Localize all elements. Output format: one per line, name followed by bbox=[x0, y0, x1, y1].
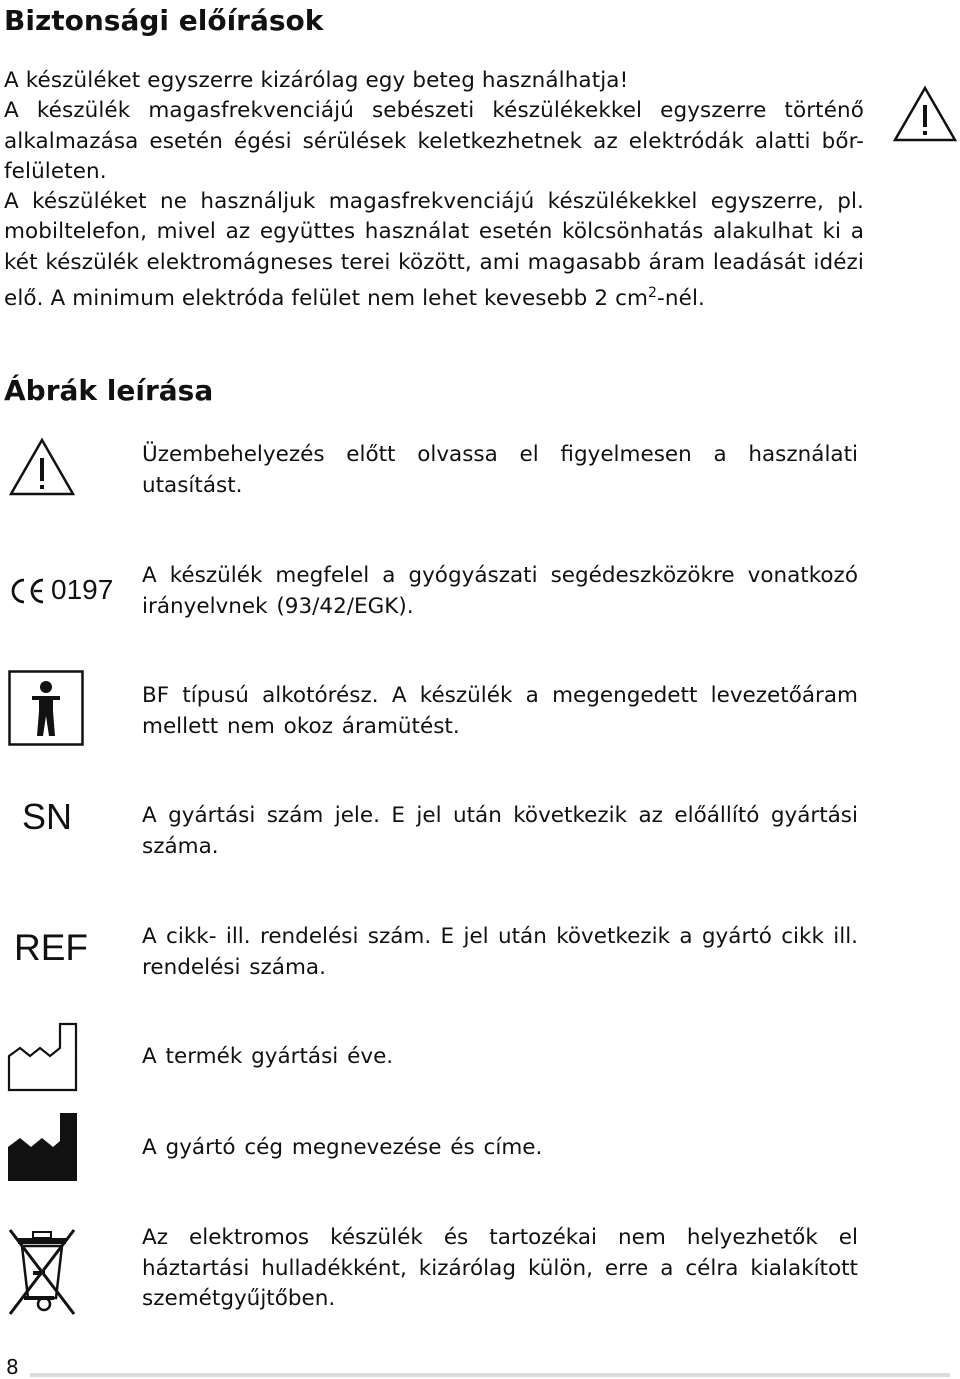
symbol-description-bf: BF típusú alkotórész. A készülék a megengedett levezetőáram mellett nem okoz áramütést. bbox=[142, 683, 858, 739]
symbol-description-weee: Az elektromos készülék és tartozékai nem helyezhetők el háztartási hulladékként, kizárólag külön, erre a célra kialakított szemétgyűjtőben. bbox=[142, 1225, 858, 1311]
safety-paragraph-3 bbox=[4, 187, 864, 314]
symbol-description-ref: A cikk- ill. rendelési szám. E jel után következik a gyártó cikk ill. rendelési száma. bbox=[142, 924, 858, 980]
section-title-safety: Biztonsági előírások bbox=[4, 4, 324, 37]
safety-paragraph-1: A készüléket egyszerre kizárólag egy beteg használhatja! bbox=[4, 68, 629, 93]
ce-letters-icon bbox=[8, 574, 48, 610]
reference-number-icon: REF bbox=[14, 927, 88, 968]
symbol-description-ce: A készülék megfelel a gyógyászati segédeszközökre vonatkozó irányelvnek (93/42/EGK). bbox=[142, 563, 858, 619]
ce-notified-body-number: 0197 bbox=[51, 574, 114, 605]
serial-number-icon: SN bbox=[22, 796, 73, 837]
page-number: 8 bbox=[6, 1355, 19, 1379]
symbol-description-manufacturer: A gyártó cég megnevezése és címe. bbox=[142, 1135, 543, 1160]
symbol-description-manufacture-date: A termék gyártási éve. bbox=[142, 1044, 394, 1069]
ce-mark-icon bbox=[8, 572, 118, 608]
manufacturer-icon bbox=[6, 1110, 78, 1182]
warning-triangle-icon bbox=[892, 85, 958, 143]
safety-paragraph-3-suffix: -nél. bbox=[657, 286, 705, 312]
safety-paragraph-2: A készülék magasfrekvenciájú sebészeti készülékekkel egyszerre történő alkalmazása esetén égési sérülések keletkezhetnek az elektródák alatti bőr-felületen. bbox=[4, 98, 864, 184]
weee-crossed-bin-icon bbox=[6, 1226, 78, 1318]
safety-paragraph-3-text: A készüléket ne használjuk magasfrekvenciájú készülékekkel egyszerre, pl. mobiltelefon, mivel az együttes használat esetén kölcsönhatás alakulhat ki a két készülék elektromágneses terei között, ami magasabb áram leadását idézi elő. A minimum elektróda felület nem lehet kevesebb 2 cm bbox=[4, 189, 864, 312]
symbol-description-warning: Üzembehelyezés előtt olvassa el figyelmesen a használati utasítást. bbox=[142, 442, 858, 498]
page-footer-rule bbox=[30, 1373, 950, 1377]
section-title-symbols: Ábrák leírása bbox=[4, 374, 214, 407]
superscript-2: 2 bbox=[648, 285, 658, 302]
manufacture-date-icon bbox=[6, 1020, 78, 1092]
warning-triangle-icon bbox=[8, 437, 76, 497]
symbol-description-sn: A gyártási szám jele. E jel után következik az előállító gyártási száma. bbox=[142, 803, 858, 859]
safety-text bbox=[4, 66, 864, 315]
bf-applied-part-icon bbox=[8, 670, 84, 746]
